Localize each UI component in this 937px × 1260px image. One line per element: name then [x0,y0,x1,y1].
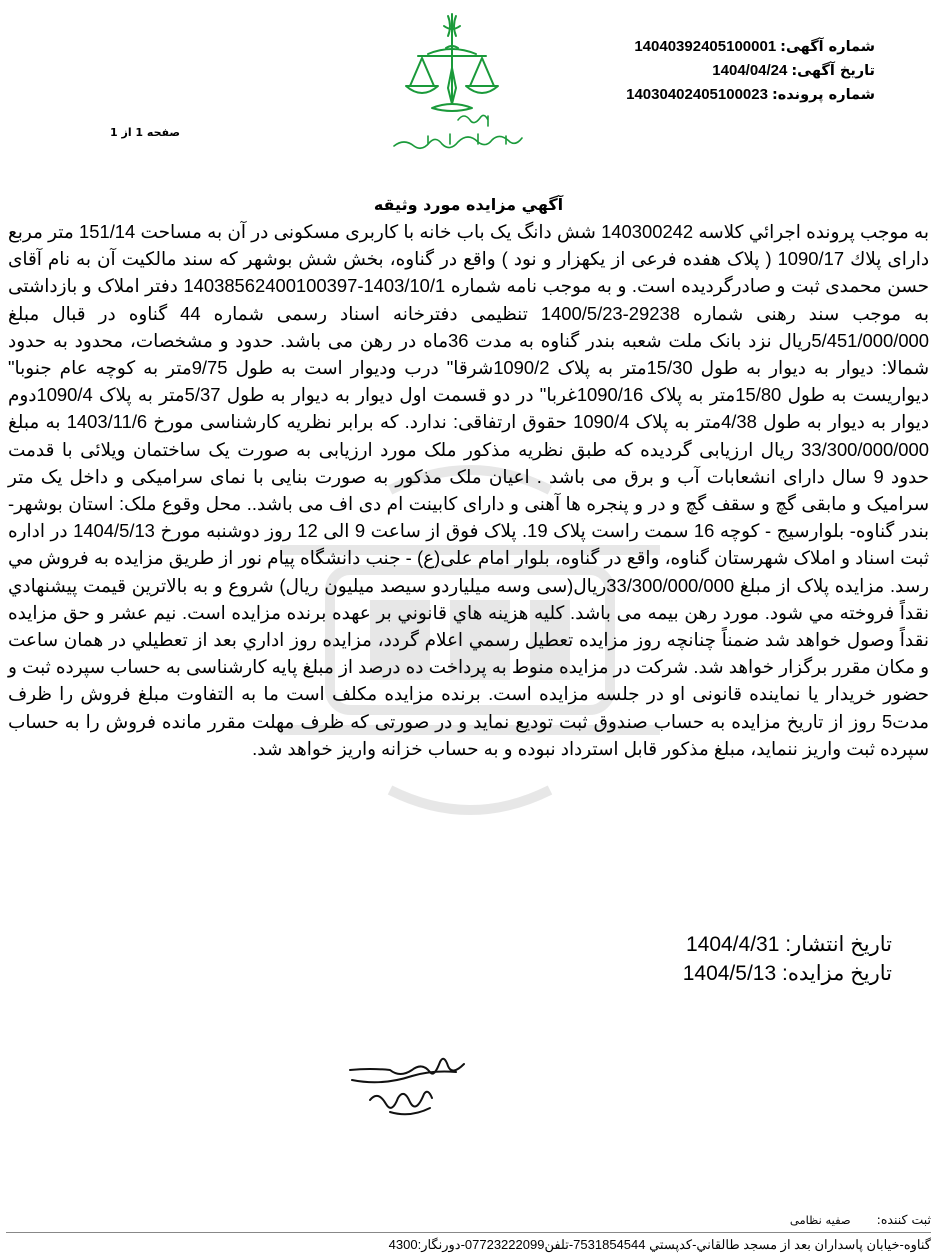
auction-date-row [682,959,892,988]
ad-number-label: شماره آگهی: [780,39,875,55]
ad-meta [575,38,875,110]
registrar-label: ثبت کننده: [876,1212,931,1227]
file-number-label: شماره پرونده: [771,87,875,103]
publish-date-row [682,930,892,959]
ad-number-value: 14040392405100001 [634,38,777,55]
file-number-value: 14030402405100023 [626,86,768,103]
date-block [682,930,892,988]
ad-date-row [575,62,875,86]
publish-date-label: تاریخ انتشار: [785,933,892,956]
office-address: گناوه-خيابان پاسداران بعد از مسجد طالقاني-كدپستي 7531854544-تلفن07723222099-دورنگار:4300 [6,1232,931,1254]
publish-date-value: 1404/4/31 [685,933,780,956]
file-number-row [575,86,875,110]
ad-date-label: تاریخ آگهی: [791,63,875,79]
signature-icon [340,1040,470,1135]
ad-number-row [575,38,875,62]
page-indicator: صفحه 1 از 1 [110,126,181,139]
footer [6,1212,931,1254]
judiciary-emblem-icon [388,8,548,158]
notice-body: به موجب پرونده اجرائي كلاسه 140300242 شش دانگ یک باب خانه با کاربری مسکونی در آن به مساحت 151/14 متر مربع دارای پلاك 1090/17 ( پلاک هفده فرعی از یکهزار و نود ) واقع در گناوه، بخش شش بوشهر که سند مالکیت آن به نام آقای حسن محمدی ثبت و صادرگردیده است. و به موجب نامه شماره 1403/10/1-14038562400100397 دفتر املاک و بازداشتی به موجب سند رهنی شماره 29238-1400/5/23 تنظیمی دفترخانه اسناد رسمی شماره 44 گناوه در قبال مبلغ 5/451/000/000ریال نزد بانک ملت شعبه بندر گناوه به مدت 36ماه در رهن می باشد. حدود و مشخصات، محدود به حدود شمالا: دیوار به دیوار به طول 15/30متر به پلاک 1090/2شرقا" درب ودیوار است به طول 9/75متر به کوچه عام جنوبا" دیواریست به طول 15/80متر به پلاک 1090/16غربا" در دو قسمت اول دیوار به دیوار به طول 5/37متر به پلاک 1090/4دوم دیوار به دیوار به طول 4/38متر به پلاک 1090/4 حقوق ارتفاقی: ندارد. که برابر نظریه کارشناسی مورخ 1403/11/6 به مبلغ 33/300/000/000 ريال ارزيابى گرديده كه طبق نظريه مذكور ملک مورد ارزيابى به صورت يک ساختمان ويلائی با قدمت حدود 9 سال دارای انشعابات آب و برق می باشد . اعیان ملک مذکور به صورت بنایی با نمای سرامیکی و داخل یک متر سرامیک و مابقی گچ و سقف گچ و در و پنجره ها آهنی و دارای کابینت ام دی اف می باشد.. محل وقوع ملک: استان بوشهر- بندر گناوه- بلوارسیج - کوچه 16 سمت راست پلاک 19. پلاک فوق از ساعت 9 الی 12 روز دوشنبه مورخ 1404/5/13 در اداره ثبت اسناد و املاک شهرستان گناوه، واقع در گناوه، بلوار امام علی(ع) - جنب دانشگاه پیام نور از طریق مزایده به فروش مي رسد. مزایده پلاک از مبلغ 33/300/000/000ريال(سی وسه میلیاردو سیصد میلیون ریال) شروع و به بالاترین قیمت پیشنهادي نقداً فروخته مي شود. مورد رهن بیمه می باشد. کلیه هزینه هاي قانوني بر عهده برنده مزایده است. نیم عشر و حق مزایده نقداً وصول خواهد شد ضمناً چنانچه روز مزایده تعطیل رسمي اعلام گردد، مزایده روز اداري بعد از تعطیلي در همان ساعت و مکان مقرر برگزار خواهد شد. شرکت در مزایده منوط به پرداخت ده درصد از مبلغ پایه کارشناسی به حساب سپرده ثبت و حضور خریدار یا نماینده قانونی او در جلسه مزایده است. برنده مزایده مکلف است ما به التفاوت مبلغ فروش را ظرف مدت5 روز از تاریخ مزایده به حساب صندوق ثبت تودیع نماید و در صورتی که ظرف مهلت مقرر مانده فروش را به حساب سپرده ثبت واریز ننماید، مبلغ مذکور قابل استرداد نبوده و به حساب خزانه واریز خواهد شد. [8,221,930,759]
notice-title: آگهي مزايده مورد وثيقه [373,195,564,214]
registrar-name: صفیه نظامی [789,1213,851,1227]
registrar-row [6,1212,931,1232]
auction-date-label: تاریخ مزایده: [782,962,892,985]
auction-date-value: 1404/5/13 [682,962,777,985]
ad-date-value: 1404/04/24 [712,62,788,79]
